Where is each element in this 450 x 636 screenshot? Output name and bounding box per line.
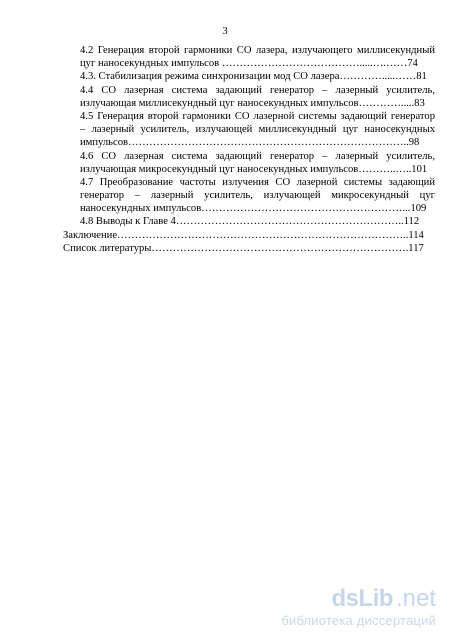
toc-entry-4-2-line-1: 4.2 Генерация второй гармоники СО лазера, излучающего миллисекундный [80,45,435,56]
toc-entry-conclusion: Заключение………………………………………………………………………..114 [63,229,424,241]
toc-entry-4-5-line-2: – лазерный усилитель, излучающей миллисекундный цуг наносекундных [80,124,435,136]
toc-entry-4-4-line-1: 4.4 СО лазерная система задающий генератор – лазерный усилитель, [80,84,435,96]
toc-entry-4-7-line-1: 4.7 Преобразование частоты излучения СО лазерной системы задающий [80,176,435,188]
page-number: 3 [222,26,228,37]
toc-entry-4-3: 4.3. Стабилизация режима синхронизации мод СО лазера………….....……81 [80,71,427,83]
watermark-logo [281,587,436,611]
toc-entry-4-6-line-1: 4.6 СО лазерная система задающий генератор – лазерный усилитель, [80,150,435,162]
toc-entry-4-7-line-3: наносекундных импульсов…………………………………………………...109 [80,203,427,215]
toc-entry-4-5-line-1: 4.5 Генерация второй гармоники СО лазерной системы задающий генератор [80,110,435,122]
toc-entry-references: Список литературы……………………………………………………………….117 [63,242,424,254]
toc-entry-4-2-line-2: цуг наносекундных импульсов ………………………………….....….……74 [80,58,418,70]
toc-entry-4-7-line-2: генератор – лазерный усилитель, излучающей микросекундный цуг [80,190,435,202]
watermark [281,587,436,628]
watermark-logo-text: dsLib [331,585,393,612]
toc-entry-4-6-line-2: излучающая микросекундный цуг наносекундных импульсов………..…..101 [80,163,428,175]
toc-entry-4-8: 4.8 Выводы к Главе 4………………………………………………………..112 [80,216,420,228]
toc-entry-4-4-line-2: излучающая миллисекундный цуг наносекундных импульсов………….....83 [80,97,425,109]
watermark-domain-suffix: .net [395,585,436,612]
watermark-subtitle: библиотека диссертаций [281,613,436,628]
table-of-contents [63,44,435,255]
toc-entry-4-5-line-3: импульсов……………………………………………………………………..98 [80,137,420,149]
